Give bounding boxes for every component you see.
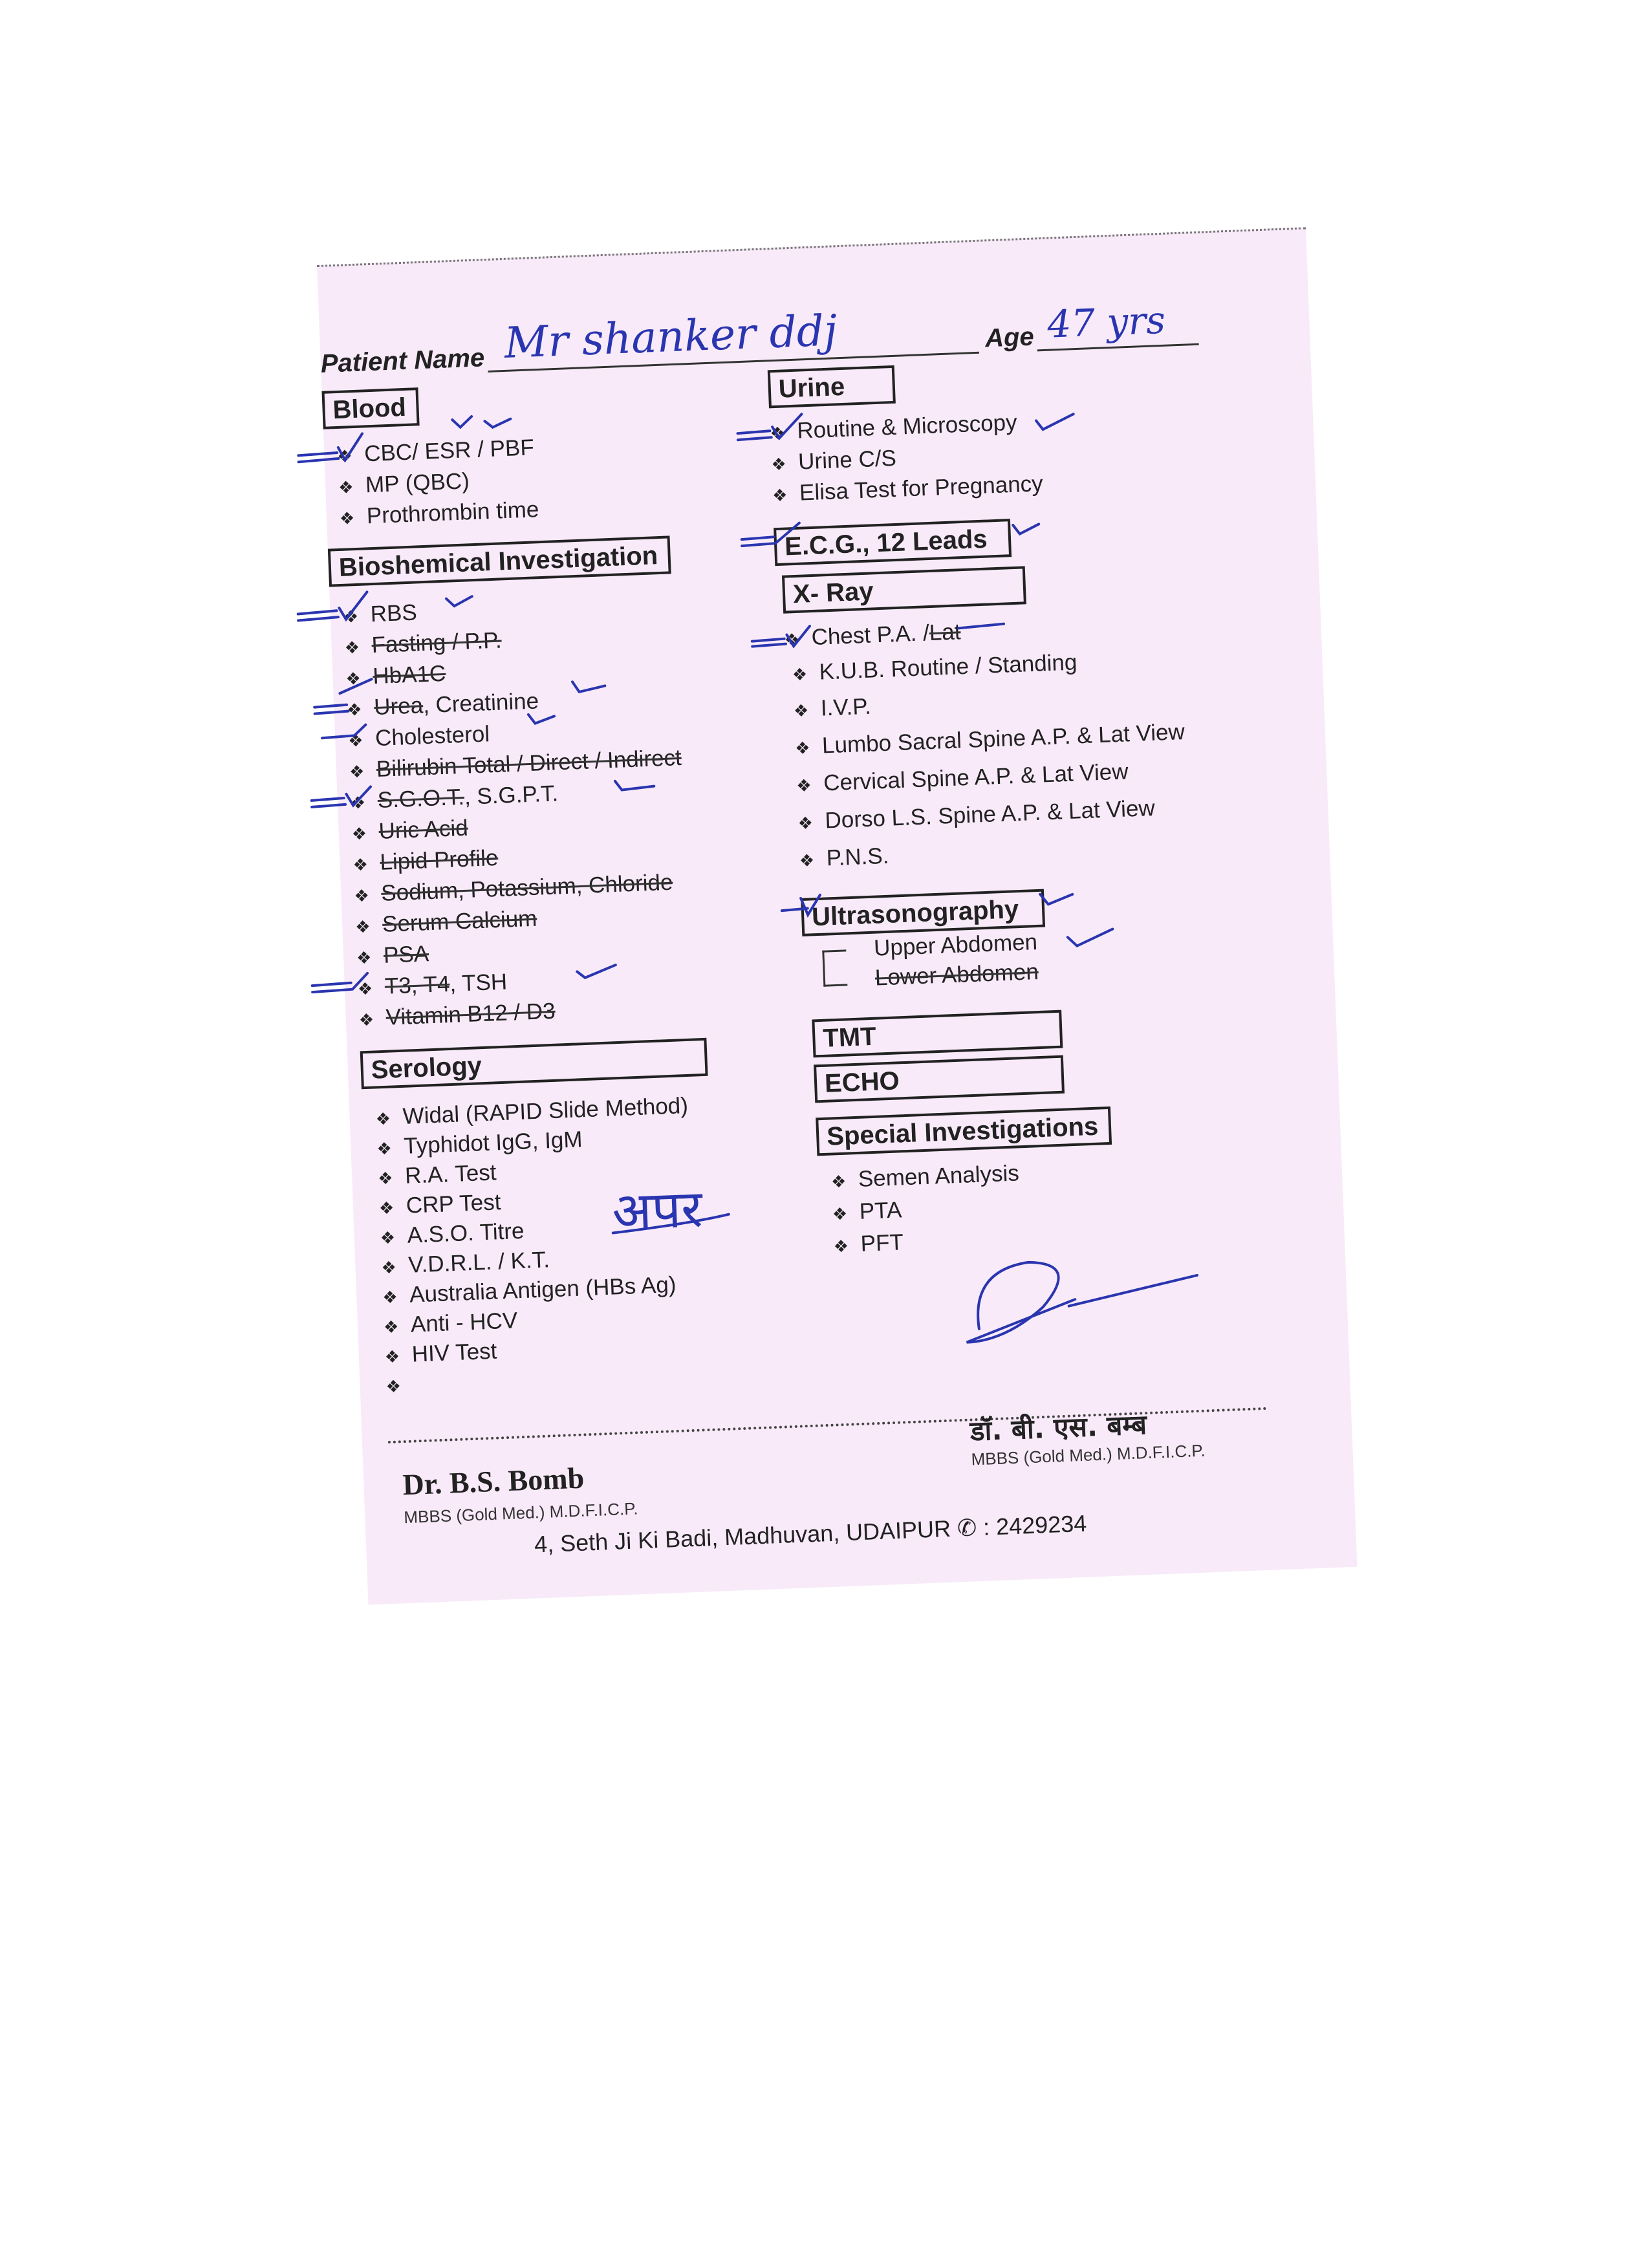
tick-mark (346, 786, 371, 805)
tick-mark (312, 798, 345, 807)
tick-mark (781, 895, 821, 916)
list-item: ❖ K.U.B. Routine / Standing (792, 649, 1078, 685)
list-item: ❖ (385, 1376, 402, 1397)
serology-header: Serology (360, 1038, 708, 1090)
tick-mark (452, 415, 511, 429)
list-item: ❖ Typhidot IgG, IgM (376, 1127, 583, 1159)
handwritten-note: अपर (611, 1178, 704, 1242)
age-value: 47 yrs (1046, 297, 1167, 347)
blood-header: Blood (321, 387, 419, 429)
list-item: ❖ Dorso L.S. Spine A.P. & Lat View (797, 795, 1156, 834)
tick-mark (772, 414, 802, 438)
list-item: ❖ Urine C/S (770, 445, 897, 475)
list-item: ❖ Australia Antigen (HBs Ag) (382, 1271, 677, 1308)
usg-header: Ultrasonography (801, 889, 1045, 936)
tick-mark (1013, 524, 1039, 534)
xray-header: X- Ray (782, 566, 1026, 613)
list-item: ❖ Routine & Microscopy (769, 409, 1018, 444)
tick-mark (1036, 414, 1074, 429)
list-item: ❖ A.S.O. Titre (380, 1218, 525, 1248)
list-item: ❖ Anti - HCV (383, 1308, 518, 1337)
tick-mark (752, 639, 786, 647)
underline-mark (612, 1215, 730, 1233)
list-item: ❖ Vitamin B12 / D3 (358, 998, 556, 1030)
list-item: ❖ CRP Test (378, 1189, 502, 1218)
patient-name-value: Mr shanker ddj (503, 305, 838, 368)
list-item: ❖ S.G.O.T., S.G.P.T. (350, 781, 559, 813)
urine-header: Urine (768, 365, 896, 408)
echo-header: ECHO (814, 1055, 1065, 1103)
list-item: ❖ Fasting / P.P. (344, 627, 503, 658)
tick-mark (338, 592, 368, 620)
list-item: ❖ Uric Acid (351, 815, 469, 844)
tick-mark (1040, 893, 1073, 905)
list-item: ❖ MP (QBC) (338, 468, 470, 498)
tmt-header: TMT (812, 1010, 1063, 1058)
tick-mark (958, 624, 1004, 629)
signature (964, 1256, 1199, 1343)
list-item: ❖ HIV Test (384, 1338, 498, 1367)
list-item: ❖ Widal (RAPID Slide Method) (375, 1092, 689, 1129)
list-item: ❖ R.A. Test (377, 1160, 497, 1189)
ecg-header: E.C.G., 12 Leads (774, 519, 1012, 566)
prescription-slip (317, 227, 1357, 1604)
tick-mark (321, 725, 366, 739)
doctor-qualification-right: MBBS (Gold Med.) M.D.F.I.C.P. (971, 1440, 1206, 1469)
tick-mark (298, 610, 338, 620)
list-item: ❖ PSA (356, 941, 429, 968)
list-item: ❖ Elisa Test for Pregnancy (772, 471, 1044, 506)
tick-mark (312, 973, 368, 992)
tick-mark (615, 780, 654, 790)
list-item: ❖ T3, T4, TSH (357, 969, 508, 999)
list-item: ❖ Chest P.A. /Lat (784, 619, 962, 651)
patient-name-label: Patient Name (320, 343, 485, 378)
list-item: ❖ PTA (832, 1197, 902, 1224)
list-item: ❖ Lipid Profile (352, 845, 499, 875)
age-label: Age (984, 322, 1035, 353)
list-item: ❖ Urea, Creatinine (346, 688, 539, 720)
list-item: ❖ CBC/ ESR / PBF (336, 435, 535, 467)
tick-mark (528, 713, 555, 724)
clinic-address: 4, Seth Ji Ki Badi, Madhuvan, UDAIPUR ✆ : 2429234 (534, 1509, 1087, 1558)
special-investigations-header: Special Investigations (816, 1107, 1112, 1156)
list-item: ❖ I.V.P. (793, 693, 872, 721)
list-item: ❖ Cholesterol (347, 721, 490, 751)
tick-mark (572, 680, 605, 692)
list-item: ❖ V.D.R.L. / K.T. (381, 1247, 550, 1278)
list-item: ❖ P.N.S. (799, 843, 890, 871)
tick-mark (741, 523, 800, 546)
list-item: ❖ Semen Analysis (830, 1160, 1020, 1192)
tick-mark (298, 453, 338, 462)
doctor-name: Dr. B.S. Bomb (402, 1461, 585, 1502)
list-item: Upper Abdomen (873, 929, 1038, 961)
doctor-name-hindi: डॉ. बी. एस. बम्ब (969, 1409, 1147, 1447)
list-item: ❖ Lumbo Sacral Spine A.P. & Lat View (794, 719, 1186, 759)
list-item: ❖ Prothrombin time (339, 497, 539, 529)
tick-mark (577, 965, 616, 978)
tick-mark (786, 626, 810, 646)
tick-mark (737, 431, 771, 440)
list-item: ❖ Bilirubin Total / Direct / Indirect (349, 744, 682, 783)
biochem-header: Bioshemical Investigation (328, 535, 671, 587)
list-item: Lower Abdomen (874, 958, 1039, 991)
list-item: ❖ Cervical Spine A.P. & Lat View (796, 759, 1129, 796)
list-item: ❖ PFT (833, 1229, 904, 1257)
tick-mark (314, 679, 373, 713)
list-item: ❖ HbA1C (345, 660, 446, 689)
tick-mark (338, 434, 363, 460)
list-item: ❖ Sodium, Potassium, Chloride (353, 869, 674, 906)
handwritten-marks (317, 229, 1357, 1604)
doctor-qualification-left: MBBS (Gold Med.) M.D.F.I.C.P. (403, 1498, 638, 1528)
tick-mark (446, 596, 473, 607)
list-item: ❖ RBS (343, 599, 418, 627)
list-item: ❖ Serum Calcium (354, 905, 538, 937)
tick-mark (1067, 929, 1113, 947)
